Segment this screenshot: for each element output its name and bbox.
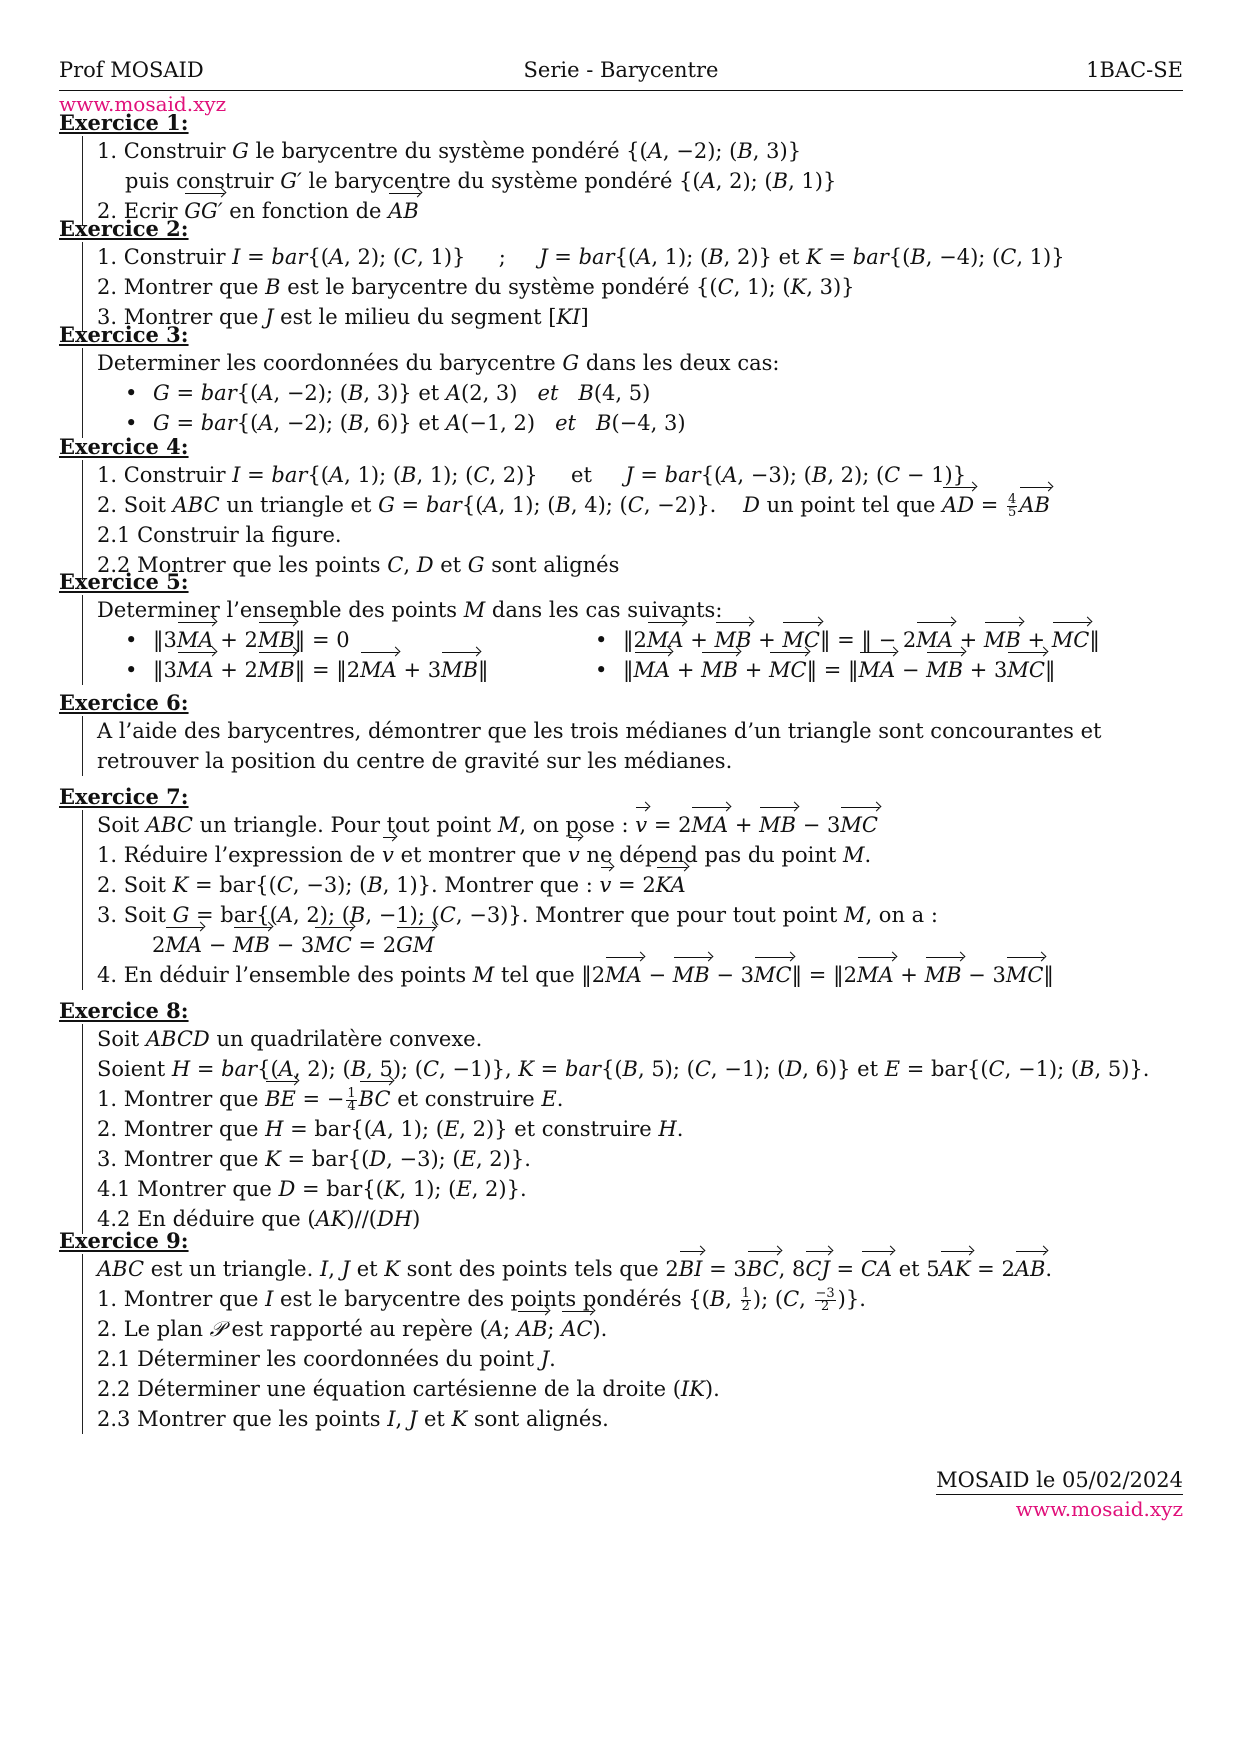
exercise-line: 2.3 Montrer que les points I, J et K sont alignés. [97,1407,609,1431]
exercise-body [82,348,1199,438]
footer-website-link[interactable]: www.mosaid.xyz [1015,1497,1183,1521]
exercise-line: 3. Montrer que J est le milieu du segment [KI] [97,305,589,329]
exercise-body [82,136,1199,226]
page-header [59,56,1183,91]
exercise-body [82,1254,1199,1434]
exercise-2 [59,216,1199,332]
bullet-row [97,655,1199,685]
exercise-4 [59,434,1199,580]
exercise-line: 4.2 En déduire que (AK)//(DH) [97,1207,421,1231]
exercise-line: 1. Montrer que BE = − $\frac{1}{4}$ BC et construire E. [97,1086,564,1114]
exercise-title: Exercice 7: [59,784,189,809]
exercise-line: 2. Montrer que H = bar{(A, 1); (E, 2)} et construire H. [97,1117,684,1141]
exercise-line: 4. En déduir l’ensemble des points M tel que ‖2MA − MB − 3MC‖ = ‖2MA + MB − 3MC‖ [97,960,1199,990]
exercise-line: ABC est un triangle. I, J et K sont des points tels que 2BI = 3BC, 8CJ = CA et 5AK = 2AB. [97,1254,1199,1284]
exercise-line: Determiner l’ensemble des points M dans les cas suivants: [97,598,723,622]
exercise-body [82,716,1199,776]
bullet-row [97,625,1199,655]
exercise-line: A l’aide des barycentres, démontrer que les trois médianes d’un triangle sont concourantes et retrouver la position du centre de gravité sur les médianes. [97,719,1102,773]
exercise-title: Exercice 6: [59,690,189,715]
header-title: Serie - Barycentre [523,58,719,82]
exercise-title: Exercice 9: [59,1228,189,1253]
exercise-bullet: • ‖2MA + MB + MC‖ = ‖ − 2MA + MB + MC‖ [567,625,1037,655]
exercise-8 [59,998,1199,1234]
exercise-line: 1. Construir I = bar{(A, 1); (B, 1); (C, 2)} et J = bar{(A, −3); (B, 2); (C − 1)} [97,463,967,487]
exercise-line: 2. Montrer que B est le barycentre du système pondéré {(C, 1); (K, 3)} [97,275,855,299]
exercise-line: 2.1 Construir la figure. [97,523,342,547]
exercise-6 [59,690,1199,776]
exercise-title: Exercice 4: [59,434,189,459]
footer-signature: MOSAID le 05/02/2024 [936,1468,1183,1495]
exercise-body [82,595,1199,685]
exercise-9 [59,1228,1199,1434]
website-link[interactable]: www.mosaid.xyz [59,92,227,116]
exercise-line: 2MA − MB − 3MC = 2GM [97,930,1199,960]
exercise-line: 2.2 Montrer que les points C, D et G sont alignés [97,553,620,577]
exercise-3 [59,322,1199,438]
exercise-body [82,1024,1199,1234]
page-footer [936,1468,1183,1521]
exercise-title: Exercice 3: [59,322,189,347]
exercise-line: 3. Montrer que K = bar{(D, −3); (E, 2)}. [97,1147,531,1171]
exercise-bullet: • G = bar{(A, −2); (B, 3)} et A(2, 3) et B(4, 5) [97,378,1199,408]
exercise-line: Determiner les coordonnées du barycentre G dans les deux cas: [97,351,780,375]
exercise-line: 4.1 Montrer que D = bar{(K, 1); (E, 2)}. [97,1177,527,1201]
exercise-line: 1. Réduire l’expression de v et montrer que v ne dépend pas du point M. [97,840,1199,870]
exercise-bullet: • ‖MA + MB + MC‖ = ‖MA − MB + 3MC‖ [567,655,1037,685]
exercise-title: Exercice 5: [59,569,189,594]
exercise-title: Exercice 1: [59,110,189,135]
exercise-line: 2. Soit K = bar{(C, −3); (B, 1)}. Montrer que : v = 2KA [97,870,1199,900]
exercise-line: puis construir G′ le barycentre du système pondéré {(A, 2); (B, 1)} [125,169,837,193]
header-author: Prof MOSAID [59,58,204,82]
exercise-line: 2.1 Déterminer les coordonnées du point J. [97,1347,556,1371]
exercise-title: Exercice 2: [59,216,189,241]
exercise-body [82,810,1199,990]
exercise-line: 1. Montrer que I est le barycentre des points pondérés {(B, $\frac{1}{2}$ ); (C, $\frac{-3}{2}$ )}. [97,1286,866,1314]
exercise-7 [59,784,1199,990]
exercise-bullet: • ‖3MA + 2MB‖ = 0 [97,625,567,655]
exercise-5 [59,569,1199,685]
exercise-line: Soient H = bar{(A, 2); (B, 5); (C, −1)}, K = bar{(B, 5); (C, −1); (D, 6)} et E = bar{(C, −1); (B, 5)}. [97,1057,1150,1081]
exercise-line: Soit ABCD un quadrilatère convexe. [97,1027,483,1051]
exercise-bullet: • G = bar{(A, −2); (B, 6)} et A(−1, 2) et B(−4, 3) [97,408,1199,438]
exercise-bullet: • ‖3MA + 2MB‖ = ‖2MA + 3MB‖ [97,655,567,685]
exercise-body [82,460,1199,580]
exercise-line: 1. Construir I = bar{(A, 2); (C, 1)} ; J = bar{(A, 1); (B, 2)} et K = bar{(B, −4); (C, 1)} [97,245,1065,269]
exercise-title: Exercice 8: [59,998,189,1023]
header-class: 1BAC-SE [1086,58,1183,82]
exercise-1 [59,110,1199,226]
exercise-line: 2. Ecrir GG′ en fonction de AB [97,196,1199,226]
exercise-line: 2.2 Déterminer une équation cartésienne de la droite (IK). [97,1377,720,1401]
exercise-body [82,242,1199,332]
exercise-line: 2. Soit ABC un triangle et G = bar{(A, 1); (B, 4); (C, −2)}. D un point tel que AD = $\frac{4}{5}$ AB [97,492,1050,520]
exercise-line: Soit ABC un triangle. Pour tout point M, on pose : v = 2MA + MB − 3MC [97,810,1199,840]
exercise-line: 1. Construir G le barycentre du système pondéré {(A, −2); (B, 3)} [97,139,802,163]
exercise-line: 2. Le plan 𝒫 est rapporté au repère (A; AB; AC). [97,1314,1199,1344]
exercise-line: 3. Soit G = bar{(A, 2); (B, −1); (C, −3)}. Montrer que pour tout point M, on a : [97,903,938,927]
